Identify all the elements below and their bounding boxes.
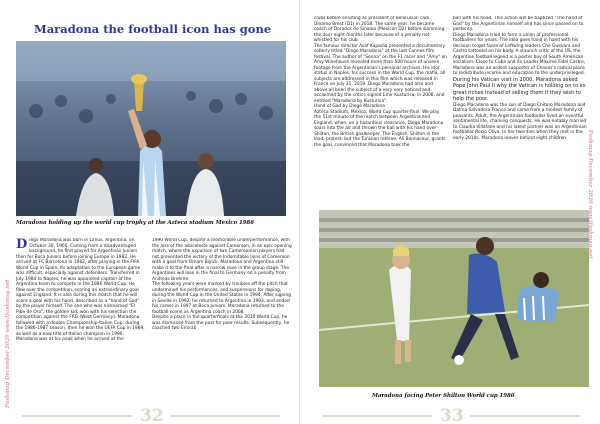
photo-shilton-image [319,210,589,387]
article-column-4 [453,16,588,206]
left-page-rule [22,415,132,417]
photo-trophy-caption: Maradona holding up the world cup trophy at the Azteca stadium Mexico 1986 [16,220,255,226]
left-page-rule-2 [170,415,280,417]
column-4-text-b: During his Vatican visit in 2000, Maradona asked Pope John Paul II why the Vatican is holding on to so great riches instead of selling them if they wish to help the poor. [453,76,586,102]
column-4-text-c: Diego Maradona was the son of Diego Chitoro Maradona and Dalma Salvadora Franco and came from a modest family of peasants. Adult, the Argentinian footballer lived an eventful sentimental life, chaining conquests. He was notably married to Claudia Villafane and his latest partner was an Argentinian footballer Rocio Oliva. In her twenties when they met in the early 2010s. Maradona leaves behind eight children. [453,102,587,141]
right-page-rule-2 [470,415,580,417]
column-2-text: 1990 World Cup, despite a memorable underperformance, with the loss of the albiceleste against Cameroon, in an epic opening match, where the expulsion of two Cameroonian players had not prevented the victory of the Indomitable lions of Cameroon with a goal from Omam Biyick. Maradona and Argentina still make it to the final after a narrow save in the group stage. The Argentines will lose in the final to Germany on a penalty from Andreas Brehme. The following years were marked by troubles off the pitch that undermined his performances, and suspensions for doping, during the World Cup in the United States in 1994. After signing in Seville in 1992, he returned to Argentina in 1993, and ended his career in 1997 at Boca Juniors. Maradona returned to the football scene as Argentina coach in 2008. Despite a place in the quarterfinals at the 2010 World Cup, he was dismissed from the post for poor results. Subsequently, he coached two Emirati [152,238,292,331]
page-number-right: 33 [440,406,464,424]
column-1-text: iego Maradona was born in Lanús, Argentina, on October 30, 1960. Coming from a disadvantaged background, he first played for Argentinos Juniors then for Boca Juniors before joining Europe in 1982. He arrived at FC Barcelona in 1982, after playing in the FIFA World Cup in Spain. Its adaptation to the European game was difficult, especially against defenders. Transferred in July 1984 to Naples, he was appointed captain of the Argentina team to compete in the 1986 World Cup. He flew over the competition, scoring an extraordinary goal against England. It is also during this match that he will score a goal with his hand, described as a "hand of God" by the player himself. The one who was nicknamed "El Pibe de Oro", the golden kid, won with his selection the competition against the FRG (West Germany). Maradona followed with a double Championship-Italian Cup, during the 1986-1987 season, then he won the UEFA Cup in 1989, as well as a new title of Italian champion in 1990. Maradona was at his peak when he arrived at the [16,238,145,342]
photo-shilton [319,210,589,387]
photo-trophy-image [16,41,286,216]
article-column-3 [314,16,447,206]
side-credit-left: Pashmag December 2020 www.tfashmag.net [5,279,11,408]
page-number-left: 32 [140,406,164,424]
drop-cap: D [16,238,28,252]
side-credit-right: Pashmag December 2020 www.tfashmag.net [587,130,593,259]
article-column-2 [152,238,292,408]
photo-trophy [16,41,286,216]
column-4-text-a: ball with his head. This action will be baptized "The hand of God" by the Argentinian himself and has since passed on to posterity. Diego Maradona tried to form a union of professional footballers for years. The idea goes hand in hand with his decision to get faces of Leftwing leaders Che Guevara and Castro tattooed on his body. A staunch critic of the US, the Argentine football legend is a poster boy of South American socialism. Close to Cuba and its Leader Maximo Fidel Castro, Maradona was an ardent supporter of Chavez's radical plans to redistribute income and education to the underprivileged. [453,16,586,76]
column-3-text: clubs before enlisting as president of Belarusian club Dinamo Brest (D1) in 2018. The same year, he became coach of Dorados de Sinaloa (Mexican D2) before slamming the door eight months later because of a penalty not whistled for his club. The famous director Asaf Kapadia presented a documentary soberly titled "Diego Maradona" at the last Cannes film festival. The author of "Senna" on the F1 racer and "Amy" on Amy Winehouse revealed more than 500 hours of unseen footage from the Argentinian's personal archives. His idol status in Naples, his success in the World Cup, the mafia, all subjects are addressed in this film which was released in France on July 31, 2019. Diego Maradona had also and above all been the subject of a very very noticed and acclaimed by the critics signed Emir Kusturica, in 2008, and entitled "Maradona by Kusturica". Hand of God by Diego Maradona Azteca Stadium, Mexico, World Cup quarter-final. We play the 51st minute of the match between Argentina and England, when, on a hazardous clearance, Diego Maradona soars into the air and thrown the ball with his hand over Shilton, the British goalkeeper. The English, Shilton in the lead, protest, but the Tunisian referee, Ali Bennaceur, grants the goal, convinced that Maradona took the [314,16,447,148]
photo-shilton-caption: Maradona facing Peter Shilton World cup 1986 [372,393,515,399]
article-column-1 [16,238,145,408]
right-page [300,0,600,424]
article-title: Maradona the football icon has gone [34,22,272,36]
right-page-rule [322,415,432,417]
